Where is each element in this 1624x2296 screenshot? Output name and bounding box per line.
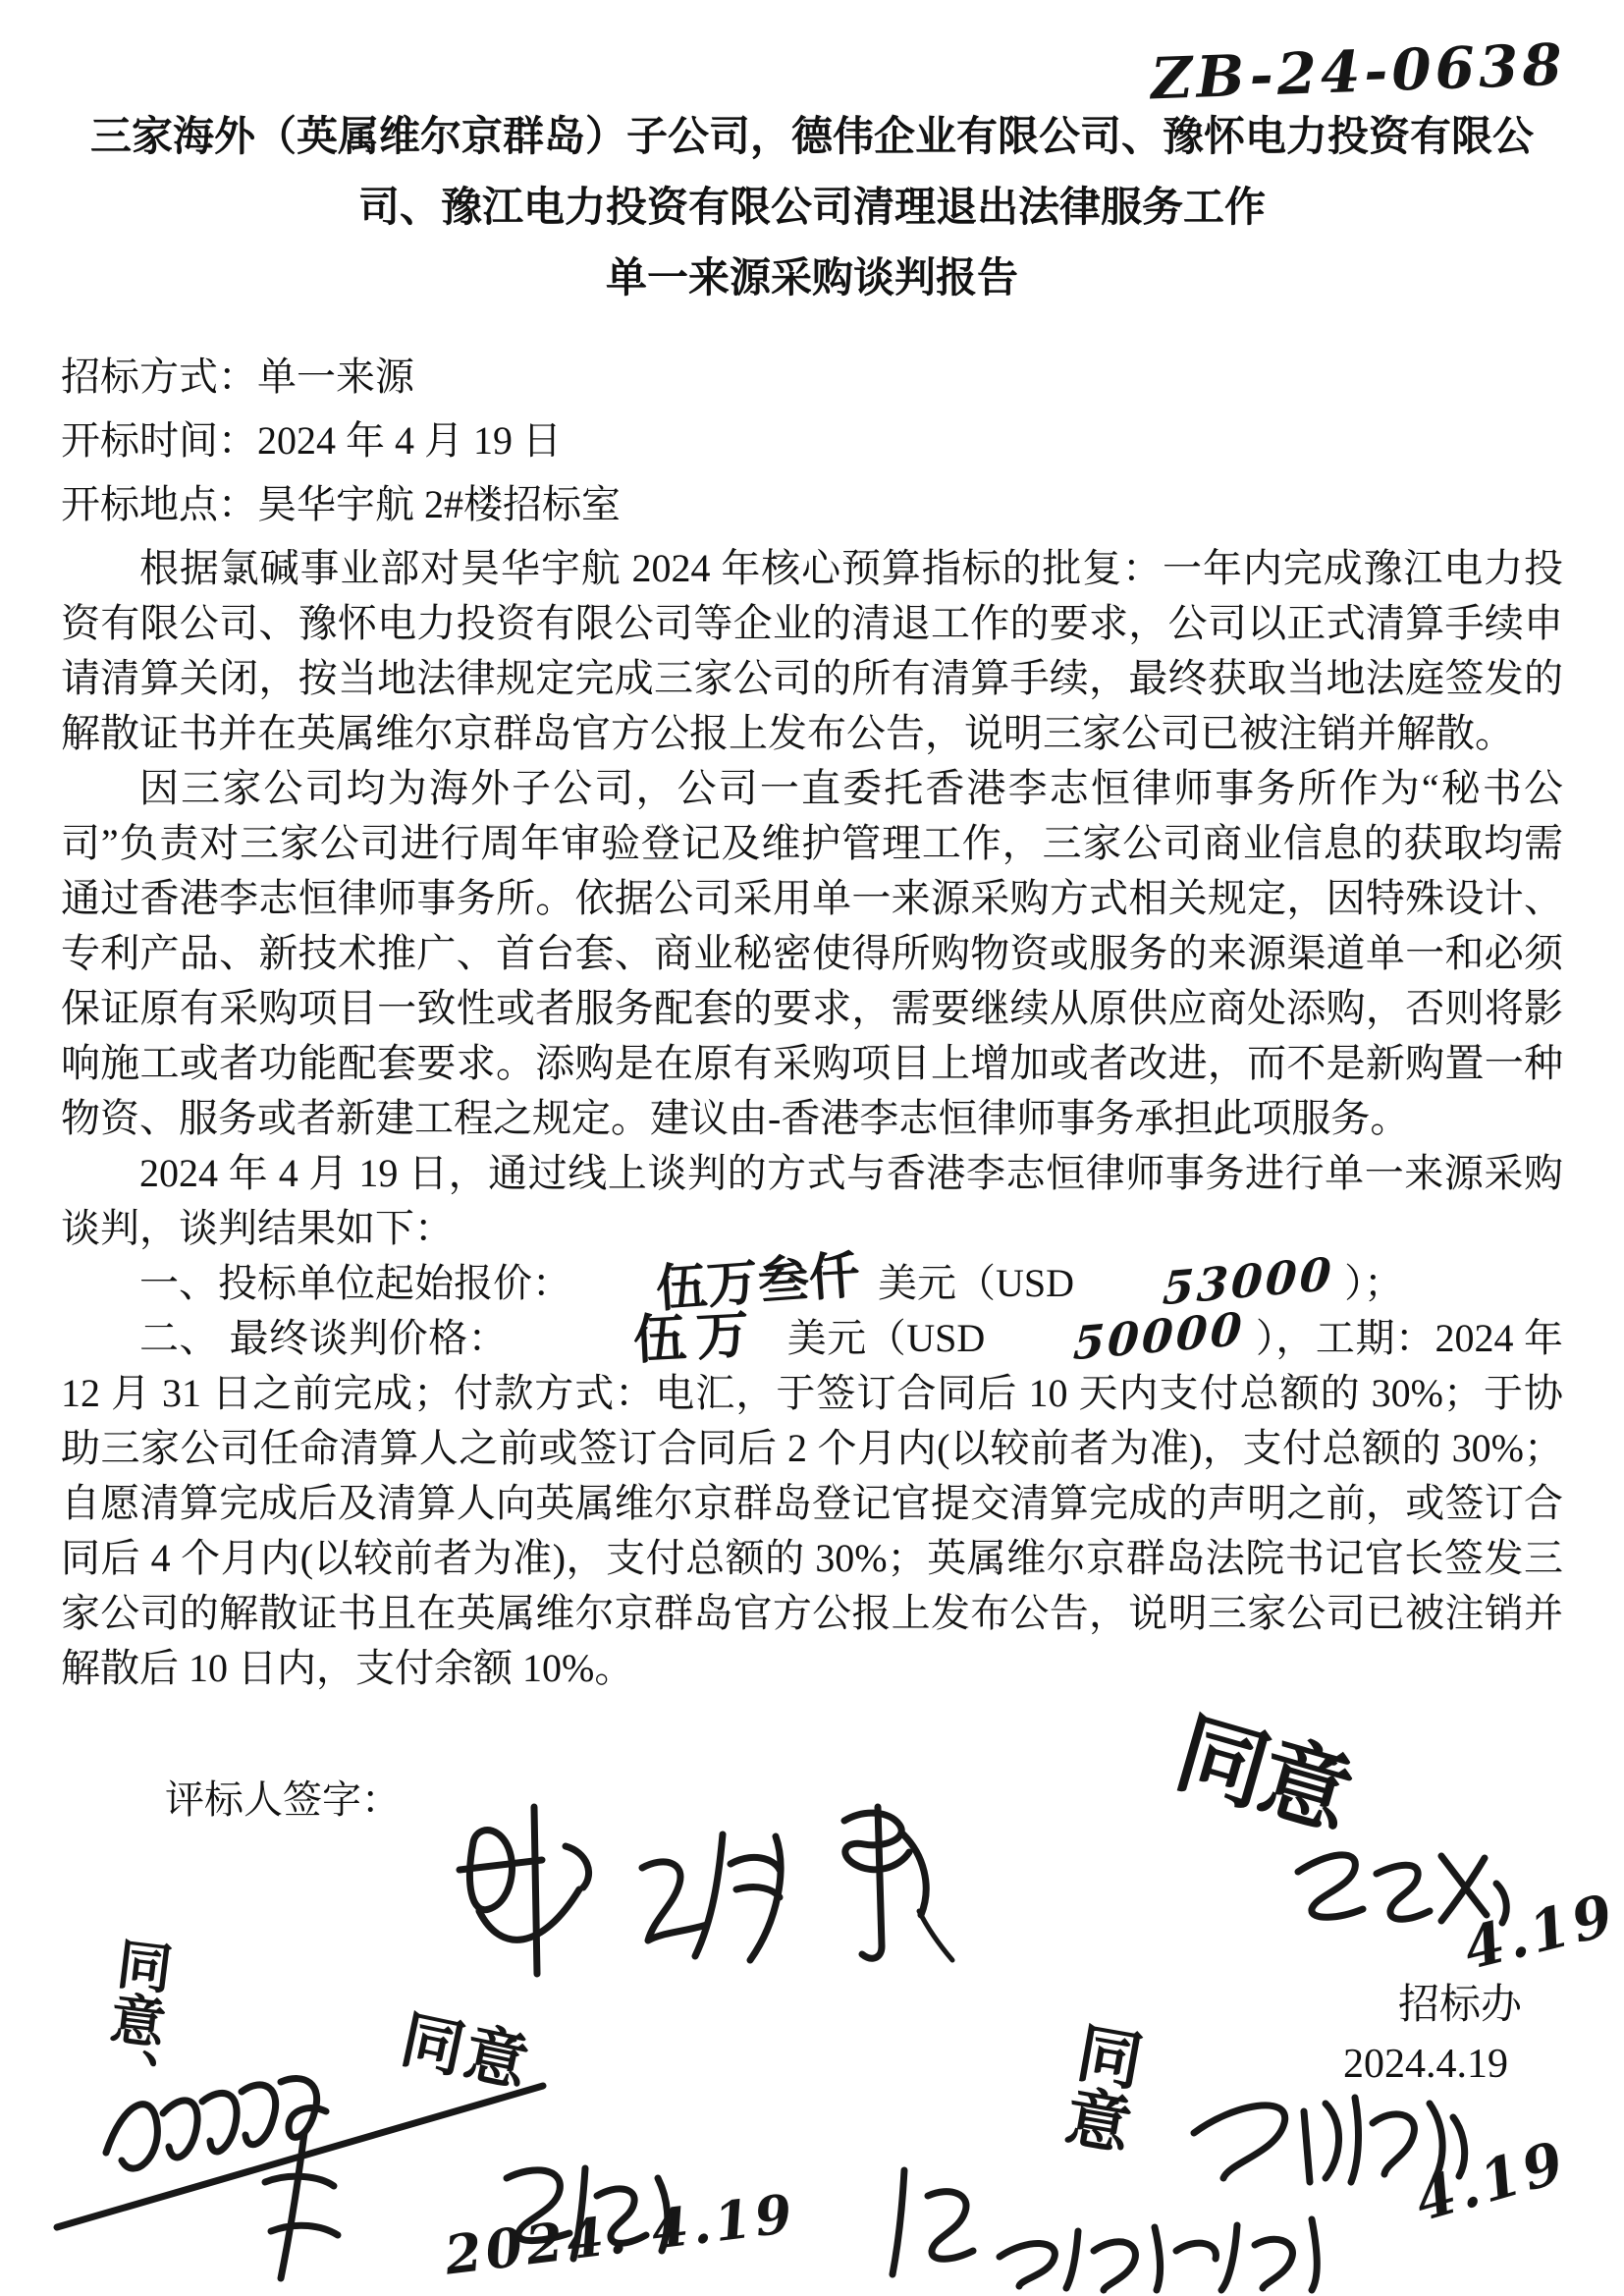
evaluator-signature-2	[628, 1809, 800, 1976]
title-line-2: 司、豫江电力投资有限公司清理退出法律服务工作	[357, 186, 1266, 231]
handwritten-amount-words-2: 伍万	[631, 1301, 761, 1372]
evaluator-signature-3	[803, 1793, 960, 1970]
title-line-1: 三家海外（英属维尔京群岛）子公司，德伟企业有限公司、豫怀电力投资有限公	[89, 115, 1534, 160]
negotiation-item-2	[61, 1301, 1563, 1696]
open-place-line: 开标地点：昊华宇航 2#楼招标室	[61, 482, 621, 526]
item1-suffix: ）；	[1344, 1261, 1404, 1305]
approval-agree-center: 同意	[394, 2002, 537, 2102]
title-line-3: 单一来源采购谈判报告	[605, 256, 1018, 301]
signature-bottom-center	[972, 2200, 1330, 2293]
approval-agree-mid-right: 同意	[1050, 2015, 1149, 2158]
approval-agree-left: 同意、	[91, 1933, 177, 2105]
handwritten-date-big-sig: 4.19	[1407, 2127, 1575, 2235]
office-name: 招标办	[1398, 1983, 1523, 2028]
handwritten-amount-words-1: 伍万叁仟	[653, 1245, 862, 1320]
item1-prefix: 一、投标单位起始报价：	[139, 1261, 571, 1305]
handwritten-doc-number: ZB-24-0638	[1149, 30, 1567, 113]
signature-partial-mark	[877, 2159, 985, 2281]
bid-method-line: 招标方式：单一来源	[61, 355, 414, 399]
evaluators-label: 评标人签字：	[165, 1777, 401, 1822]
handwritten-amount-digits-1: 53000	[1161, 1246, 1336, 1316]
negotiation-item-1	[61, 1245, 1563, 1320]
paragraph-1: 根据氯碱事业部对昊华宇航 2024 年核心预算指标的批复：一年内完成豫江电力投资有限公司、豫怀电力投资有限公司等企业的清退工作的要求，公司以正式清算手续申请清算关闭，按当地法律规定完成三家公司的所有清算手续，最终获取当地法庭签发的解散证书并在英属维尔京群岛官方公报上发布公告，说明三家公司已被注销并解散。	[61, 546, 1563, 755]
signature-mark-small	[247, 2125, 351, 2287]
item1-currency: 美元（USD	[878, 1261, 1075, 1305]
approval-agree-top-right: 同意	[1164, 1698, 1361, 1849]
paragraph-3: 2024 年 4 月 19 日，通过线上谈判的方式与香港李志恒律师事务进行单一来源采购谈判，谈判结果如下：	[61, 1151, 1563, 1250]
office-date: 2024.4.19	[1343, 2042, 1508, 2087]
evaluator-signature-1	[444, 1795, 606, 1982]
item2-suffix: ），工期：2024 年 12 月 31 日之前完成；付款方式：电汇，于签订合同后 10 天内支付总额的 30%；于协助三家公司任命清算人之前或签订合同后 2 个月内(以较前者为准)，支付总额的 30%；自愿清算完成后及清算人向英属维尔京群岛登记官提交清算完成的声明之前，或签订合同后 4 个月内(以较前者为准)，支付总额的 30%；英属维尔京群岛法院书记官长签发三家公司的解散证书且在英属维尔京群岛官方公报上发布公告，说明三家公司已被注销并解散后 10 日内，支付余额 10%。	[61, 1316, 1563, 1690]
bid-meta	[61, 350, 1563, 532]
paragraph-2: 因三家公司均为海外子公司，公司一直委托香港李志恒律师事务所作为“秘书公司”负责对三家公司进行周年审验登记及维护管理工作，三家公司商业信息的获取均需通过香港李志恒律师事务所。依据公司采用单一来源采购方式相关规定，因特殊设计、专利产品、新技术推广、首台套、商业秘密使得所购物资或服务的来源渠道单一和必须保证原有采购项目一致性或者服务配套的要求，需要继续从原供应商处添购，否则将影响施工或者功能配套要求。添购是在原有采购项目上增加或者改进，而不是新购置一种物资、服务或者新建工程之规定。建议由-香港李志恒律师事务承担此项服务。	[61, 766, 1563, 1140]
open-time-line: 开标时间：2024 年 4 月 19 日	[61, 418, 562, 463]
handwritten-date-center: 2024. 4.19	[441, 2181, 799, 2287]
item2-currency: 美元（USD	[786, 1316, 986, 1360]
handwritten-amount-digits-2: 50000	[1072, 1301, 1247, 1371]
handwritten-date-top-right: 4.19	[1457, 1880, 1624, 1984]
item2-prefix: 二、 最终谈判价格：	[139, 1316, 509, 1360]
